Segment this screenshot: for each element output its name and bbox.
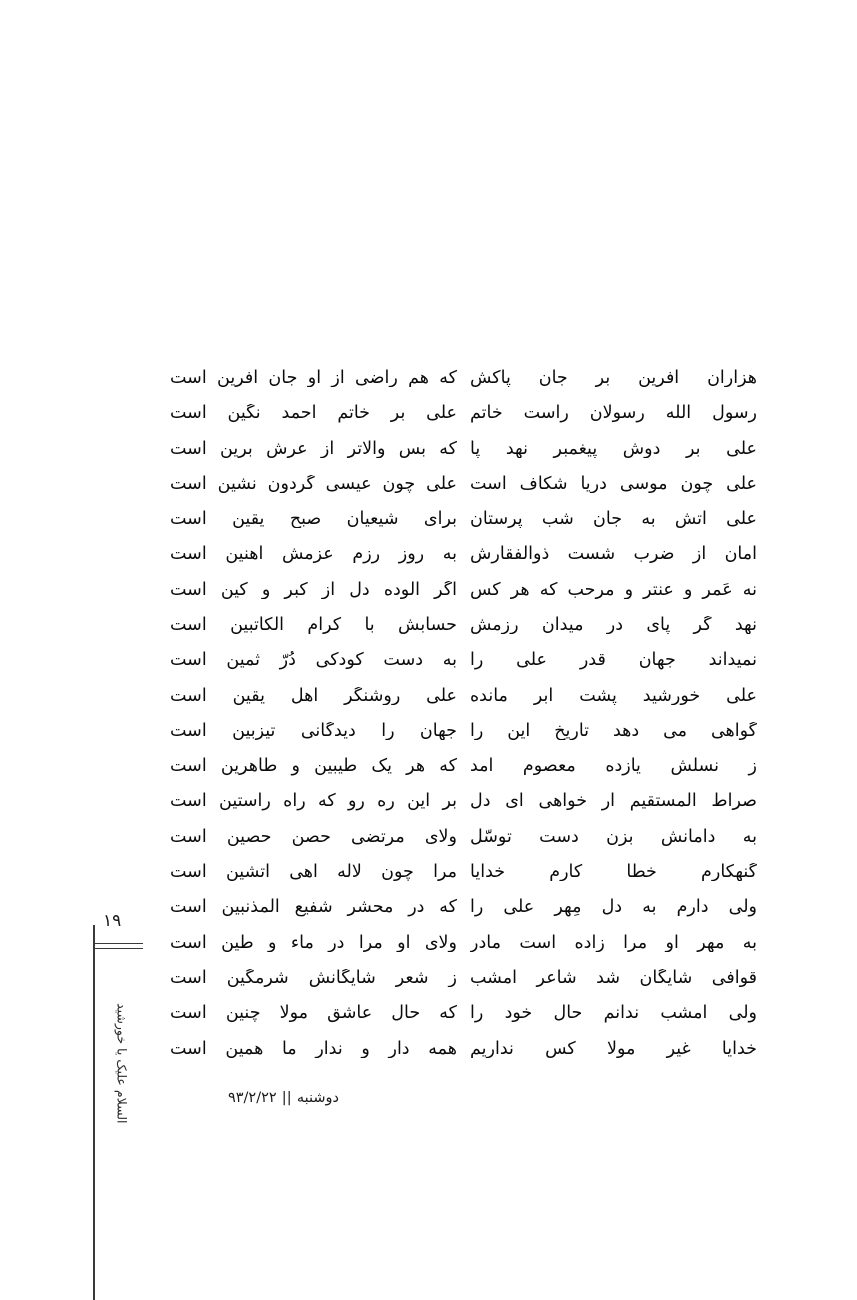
- verse-row: [170, 952, 757, 987]
- hemistich-first: گنهکارم خطا کارم خدایا: [470, 863, 757, 882]
- hemistich-second: ز شعر شایگانش شرمگین است: [170, 968, 457, 988]
- hemistich-second: علی چون عیسی گردون نشین است: [170, 474, 457, 494]
- verse-row: [170, 564, 757, 599]
- hemistich-second: بر این ره رو که راه راستین است: [170, 792, 457, 811]
- hemistich-second: مرا چون لاله آهی آتشین است: [170, 863, 457, 882]
- hemistich-first: علی چون موسی دریا شکاف است: [470, 474, 757, 494]
- date-separator: ||: [281, 1090, 292, 1106]
- hemistich-second: علی بر خاتم احمد نگین است: [170, 404, 457, 423]
- hemistich-first: علی بر دوش پیغمبر نهد پا: [470, 439, 757, 458]
- page-margin-block: [93, 905, 145, 1300]
- hemistich-second: اگر آلوده دل از کبر و کین است: [170, 580, 457, 600]
- poem-body: [170, 352, 757, 1058]
- verse-row: [170, 1023, 757, 1058]
- running-head-text: السلام علیک یا خورشید: [114, 1003, 130, 1124]
- hemistich-second: علی روشنگر اهل یقین است: [170, 686, 457, 705]
- hemistich-first: ز نسلش یازده معصوم آمد: [470, 757, 757, 776]
- verse-row: [170, 599, 757, 634]
- hemistich-first: نه عَمر و عنتر و مرحب که هر کس: [470, 580, 757, 600]
- hemistich-first: ولی دارم به دل مِهر علی را: [470, 898, 757, 917]
- hemistich-second: که حال عاشق مولا چنین است: [170, 1004, 457, 1023]
- hemistich-first: قوافی شایگان شد شاعر امشب: [470, 968, 757, 988]
- hemistich-second: ولای او مرا در ماء و طین است: [170, 933, 457, 953]
- hemistich-first: به مهر او مرا زاده است مادر: [470, 933, 757, 953]
- verse-row: [170, 670, 757, 705]
- verse-row: [170, 387, 757, 422]
- date-line: [228, 1090, 339, 1106]
- hemistich-first: علی خورشید پشت ابر مانده: [470, 686, 757, 705]
- verse-row: [170, 917, 757, 952]
- hemistich-first: ولی امشب ندانم حال خود را: [470, 1004, 757, 1023]
- hemistich-first: به دامانش بزن دست توسّل: [470, 827, 757, 847]
- hemistich-first: نمیداند جهان قدر علی را: [470, 651, 757, 670]
- hemistich-first: علی آتش به جان شب پرستان: [470, 510, 757, 529]
- verse-row: [170, 458, 757, 493]
- hemistich-first: رسول الله رسولان راست خاتم: [470, 404, 757, 423]
- verse-row: [170, 705, 757, 740]
- hemistich-first: خدایا غیر مولا کس نداریم: [470, 1039, 757, 1058]
- verse-row: [170, 352, 757, 387]
- hemistich-second: که هر یک طیبین و طاهرین است: [170, 757, 457, 776]
- verse-row: [170, 846, 757, 881]
- page-number: ۱۹: [103, 911, 122, 931]
- hemistich-first: گواهی می دهد تاریخ این را: [470, 721, 757, 741]
- hemistich-second: به دست کودکی دُرّ ثمین است: [170, 651, 457, 670]
- margin-vertical-rule: [93, 925, 95, 1300]
- verse-row: [170, 987, 757, 1022]
- date-value: ۹۳/۲/۲۲: [227, 1090, 277, 1106]
- verse-row: [170, 423, 757, 458]
- hemistich-second: همه دار و ندار ما همین است: [170, 1039, 457, 1058]
- verse-row: [170, 493, 757, 528]
- verse-row: [170, 740, 757, 775]
- hemistich-first: هزاران آفرین بر جان پاکش: [470, 368, 757, 388]
- hemistich-second: ولای مرتضی حصن حصین است: [170, 827, 457, 847]
- date-weekday: دوشنبه: [296, 1090, 339, 1106]
- hemistich-first: امان از ضرب شست ذوالفقارش: [470, 545, 757, 564]
- hemistich-first: نهد گر پای در میدان رزمش: [470, 616, 757, 635]
- verse-row: [170, 528, 757, 563]
- hemistich-second: جهان را دیدگانی تیزبین است: [170, 721, 457, 741]
- verse-row: [170, 881, 757, 916]
- verse-row: [170, 776, 757, 811]
- verse-row: [170, 811, 757, 846]
- hemistich-first: صراط المستقیم ار خواهی ای دل: [470, 792, 757, 811]
- verse-row: [170, 634, 757, 669]
- hemistich-second: حسابش با کرام الکاتبین است: [170, 616, 457, 635]
- hemistich-second: برای شیعیان صبح یقین است: [170, 510, 457, 529]
- hemistich-second: به روز رزم عزمش آهنین است: [170, 545, 457, 564]
- hemistich-second: که در محشر شفیع المذنبین است: [170, 898, 457, 917]
- hemistich-second: که بس والاتر از عرش برین است: [170, 439, 457, 458]
- hemistich-second: که هم راضی از او جان آفرین است: [170, 368, 457, 388]
